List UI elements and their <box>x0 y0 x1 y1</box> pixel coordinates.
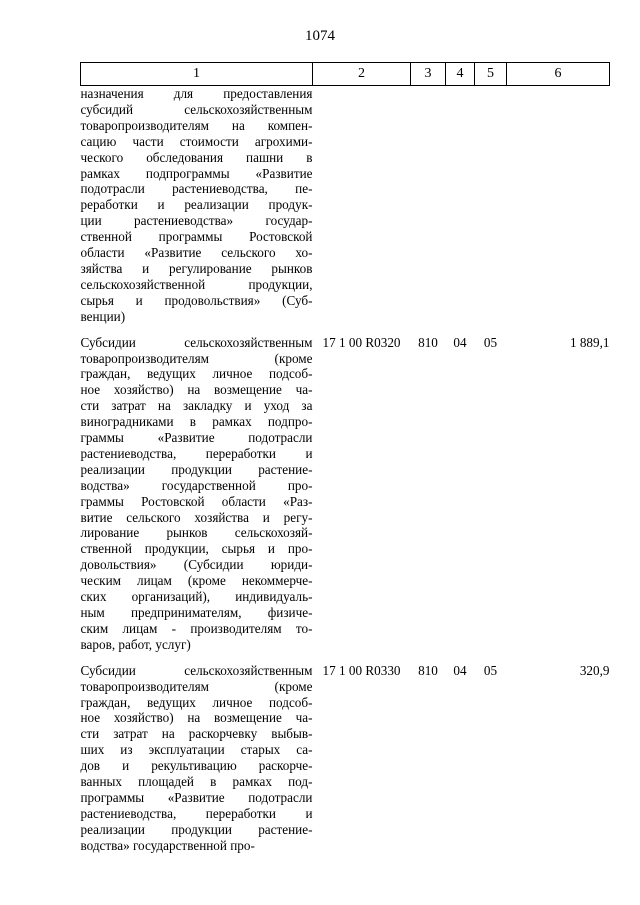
description-line: назначения для предоставления <box>80 86 313 101</box>
description-line: сацию части стоимости агрохими- <box>80 133 313 149</box>
description-line: ным предпринимателям, физиче- <box>80 605 313 620</box>
expense-type: 810 <box>418 662 438 678</box>
table-row <box>81 335 610 653</box>
description-line: дов и рекультивацию раскорче- <box>80 758 313 774</box>
budget-table <box>80 62 610 854</box>
row-description <box>81 86 313 325</box>
amount: 1 889,1 <box>569 334 610 350</box>
subsection-code: 05 <box>483 662 498 678</box>
amount <box>507 86 610 325</box>
description-line: товаропроизводителям (кроме <box>80 678 313 694</box>
column-header: 5 <box>475 63 507 86</box>
column-header: 3 <box>411 63 446 86</box>
description-line: лирование рынков сельскохозяй- <box>80 525 313 541</box>
table-body <box>81 86 610 854</box>
description-line: ванных площадей в рамках под- <box>80 774 313 790</box>
description-line: варов, работ, услуг) <box>80 636 191 652</box>
description-line: ских организаций), индивидуаль- <box>80 589 313 605</box>
row-spacer <box>81 325 610 335</box>
description-line: реализации продукции растение- <box>80 821 313 837</box>
description-line: Субсидии сельскохозяйственным <box>80 334 313 350</box>
description-line: сти затрат на раскорчевку выбыв- <box>80 726 313 742</box>
column-header: 1 <box>81 63 313 86</box>
amount: 320,9 <box>579 662 610 678</box>
row-description <box>81 663 313 854</box>
table-row <box>81 86 610 325</box>
description-line: сырья и продовольствия» (Суб- <box>80 292 313 308</box>
description-line: ших из эксплуатации старых са- <box>80 742 313 758</box>
column-header: 4 <box>446 63 475 86</box>
classification-code: 17 1 00 R0320 <box>322 334 401 350</box>
description-line: ции растениеводства» государ- <box>80 213 313 229</box>
row-spacer <box>81 653 610 663</box>
description-line: зяйства и регулирование рынков <box>80 260 313 276</box>
description-line: товаропроизводителям (кроме <box>80 350 313 366</box>
description-line: водства» государственной про- <box>80 477 313 493</box>
subsection-code <box>475 86 507 325</box>
section-code: 04 <box>453 662 467 678</box>
description-line: реализации продукции растение- <box>80 461 313 477</box>
description-line: ческого обследования пашни в <box>80 149 313 165</box>
expense-type <box>411 86 446 325</box>
description-line: Субсидии сельскохозяйственным <box>80 662 313 678</box>
description-line: ственной продукции, сырья и про- <box>80 541 313 557</box>
table-row <box>81 663 610 854</box>
description-line: водства» государственной про- <box>80 837 255 853</box>
section-code <box>446 86 475 325</box>
expense-type: 810 <box>418 334 438 350</box>
description-line: сельскохозяйственной продукции, <box>80 276 313 292</box>
classification-code: 17 1 00 R0330 <box>322 662 401 678</box>
column-header: 2 <box>313 63 411 86</box>
description-line: подотрасли растениеводства, пе- <box>80 181 313 197</box>
description-line: реработки и реализации продук- <box>80 197 313 213</box>
description-line: ственной программы Ростовской <box>80 229 313 245</box>
row-description <box>81 335 313 653</box>
table-header-row <box>81 63 610 86</box>
description-line: рамках подпрограммы «Развитие <box>80 165 313 181</box>
description-line: ное хозяйство) на возмещение ча- <box>80 382 313 398</box>
description-line: граммы Ростовской области «Раз- <box>80 493 313 509</box>
description-line: ским лицам - производителям то- <box>80 620 313 636</box>
description-line: витие сельского хозяйства и регу- <box>80 509 313 525</box>
classification-code <box>313 86 411 325</box>
page-number: 1074 <box>305 28 335 44</box>
description-line: товаропроизводителям на компен- <box>80 117 313 133</box>
section-code: 04 <box>453 334 467 350</box>
description-line: граждан, ведущих личное подсоб- <box>80 366 313 382</box>
description-line: ное хозяйство) на возмещение ча- <box>80 710 313 726</box>
column-header: 6 <box>507 63 610 86</box>
description-line: граждан, ведущих личное подсоб- <box>80 694 313 710</box>
description-line: граммы «Развитие подотрасли <box>80 430 313 446</box>
description-line: довольствия» (Субсидии юриди- <box>80 557 313 573</box>
description-line: растениеводства, переработки и <box>80 805 313 821</box>
description-line: ческим лицам (кроме некоммерче- <box>80 573 313 589</box>
description-line: области «Развитие сельского хо- <box>80 245 313 261</box>
description-line: сти затрат на закладку и уход за <box>80 398 313 414</box>
description-line: программы «Развитие подотрасли <box>80 789 313 805</box>
description-line: виноградниками в рамках подпро- <box>80 414 313 430</box>
description-line: растениеводства, переработки и <box>80 445 313 461</box>
subsection-code: 05 <box>483 334 498 350</box>
description-line: субсидий сельскохозяйственным <box>80 101 313 117</box>
description-line: венции) <box>80 308 126 324</box>
